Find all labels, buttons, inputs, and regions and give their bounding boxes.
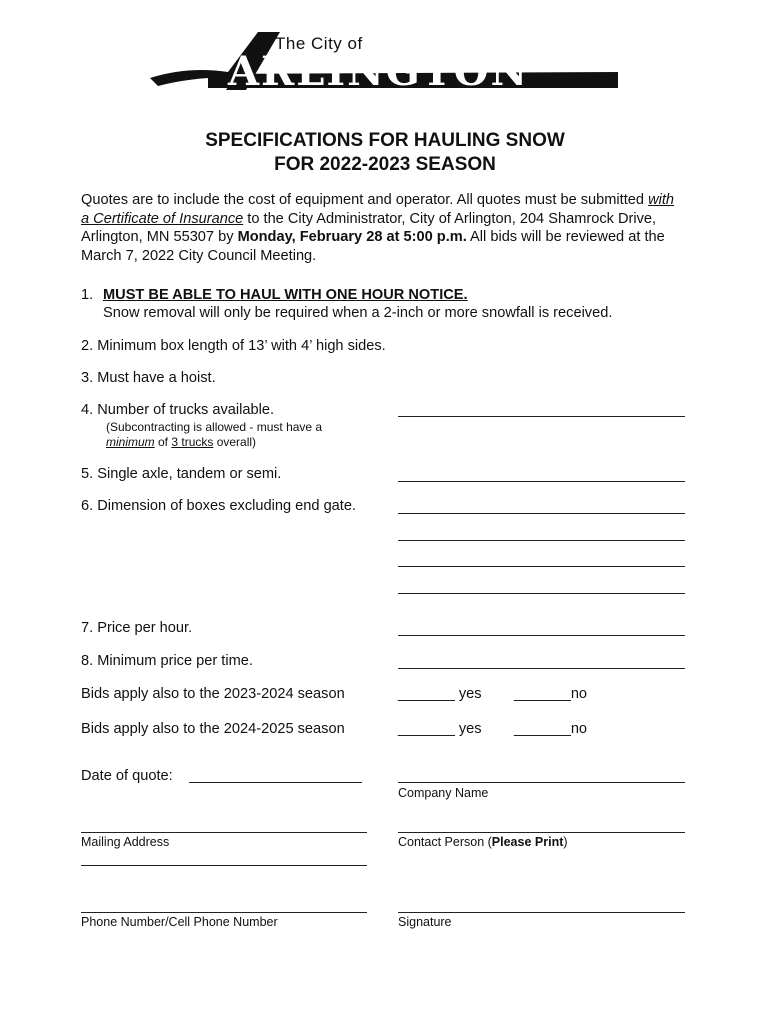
date-of-quote-label: Date of quote:	[81, 768, 173, 784]
item-6-answer-line-3[interactable]	[398, 566, 685, 567]
item-2: 2. Minimum box length of 13’ with 4’ high sides.	[81, 338, 386, 354]
item-8-answer-line[interactable]	[398, 668, 685, 669]
intro-text-1: Quotes are to include the cost of equipment and operator. All quotes must be submitted	[81, 192, 649, 208]
item-1-text: Snow removal will only be required when a 2-inch or more snowfall is received.	[103, 305, 613, 321]
page-title-line1: SPECIFICATIONS FOR HAULING SNOW	[205, 130, 565, 151]
intro-certificate: with a Certificate of Insurance	[81, 192, 675, 227]
item-5-answer-line[interactable]	[398, 481, 685, 482]
item-7-answer-line[interactable]	[398, 635, 685, 636]
item-6-answer-line-2[interactable]	[398, 540, 685, 541]
page-title-line2: FOR 2022-2023 SEASON	[274, 154, 496, 175]
item-4-note-line2	[106, 435, 256, 450]
contact-person-post: )	[563, 835, 568, 849]
signature-line[interactable]	[398, 912, 685, 913]
mailing-address-line[interactable]	[81, 832, 367, 833]
intro-paragraph	[81, 191, 681, 265]
mailing-address-label: Mailing Address	[81, 835, 170, 849]
item-6: 6. Dimension of boxes excluding end gate.	[81, 498, 357, 514]
bids-2024-yes[interactable]: _______ yes	[398, 721, 482, 737]
bids-2023-yes[interactable]: _______ yes	[398, 686, 482, 702]
intro-deadline: Monday, February 28 at 5:00 p.m.	[237, 229, 467, 245]
contact-person-pre: Contact Person (	[398, 835, 492, 849]
contact-person-label	[398, 835, 568, 849]
item-6-answer-line-4[interactable]	[398, 593, 685, 594]
item-1-title: MUST BE ABLE TO HAUL WITH ONE HOUR NOTICE.	[103, 287, 468, 303]
item-1-number: 1.	[81, 287, 94, 303]
item-4-note-line1: (Subcontracting is allowed - must have a	[106, 420, 323, 434]
phone-number-label: Phone Number/Cell Phone Number	[81, 915, 278, 929]
date-of-quote-line[interactable]	[189, 782, 362, 783]
item-4-note-of: of	[154, 435, 172, 449]
bids-2023-label: Bids apply also to the 2023-2024 season	[81, 686, 345, 702]
intro-text-2: to the City Administrator, City of Arlington, 204 Shamrock Drive, Arlington, MN 55307 by	[81, 210, 657, 245]
contact-person-line[interactable]	[398, 832, 685, 833]
company-name-label: Company Name	[398, 786, 489, 800]
signature-label: Signature	[398, 915, 452, 929]
item-8: 8. Minimum price per time.	[81, 653, 253, 669]
bids-2024-label: Bids apply also to the 2024-2025 season	[81, 721, 345, 737]
bids-2023-no[interactable]: _______no	[514, 686, 588, 702]
logo-top-text: The City of	[275, 34, 363, 53]
bids-2024-no[interactable]: _______no	[514, 721, 588, 737]
item-4: 4. Number of trucks available.	[81, 402, 275, 418]
company-name-line[interactable]	[398, 782, 685, 783]
mailing-address-line-2[interactable]	[81, 865, 367, 866]
item-3: 3. Must have a hoist.	[81, 370, 216, 386]
item-7: 7. Price per hour.	[81, 620, 193, 636]
item-1	[81, 286, 468, 305]
item-4-note-end: overall)	[213, 435, 257, 449]
phone-number-line[interactable]	[81, 912, 367, 913]
item-6-answer-line-1[interactable]	[398, 513, 685, 514]
item-4-answer-line[interactable]	[398, 416, 685, 417]
item-5: 5. Single axle, tandem or semi.	[81, 466, 282, 482]
item-4-note-trucks: 3 trucks	[171, 435, 214, 449]
logo-wordmark: ARLINGTON	[228, 48, 530, 95]
intro-text-3: All bids will be reviewed at the March 7, 2022 City Council Meeting.	[81, 229, 665, 264]
item-4-note-minimum: minimum	[106, 435, 155, 449]
contact-person-bold: Please Print	[491, 835, 564, 849]
